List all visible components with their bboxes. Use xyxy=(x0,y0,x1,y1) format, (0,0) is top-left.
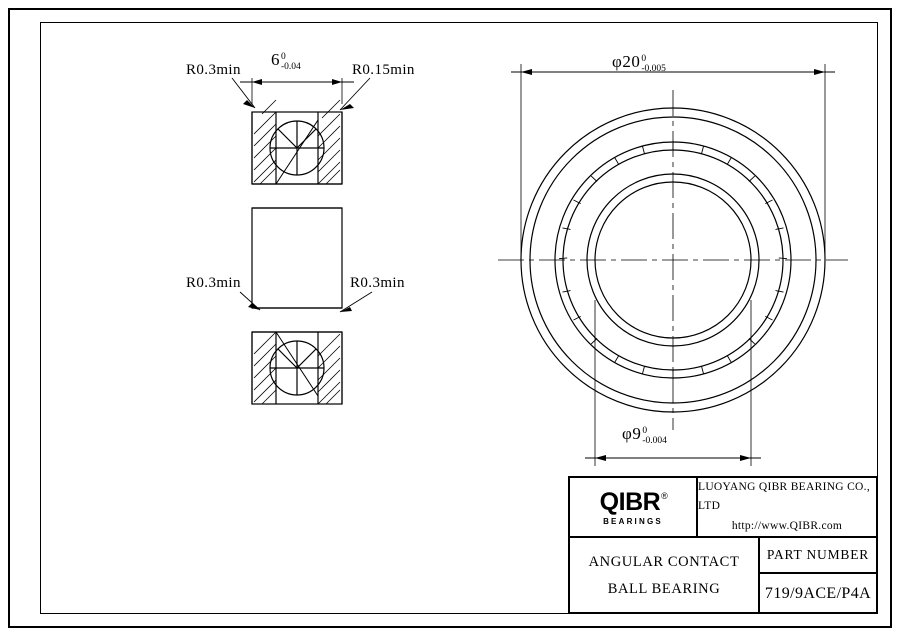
dim-bore-symbol: φ xyxy=(622,424,633,443)
section-inner-ring xyxy=(252,208,342,308)
dim-bore-value: 9 xyxy=(632,424,642,443)
dim-bore-tol-lower: -0.004 xyxy=(642,436,667,447)
part-number-label: PART NUMBER xyxy=(760,538,876,574)
registered-mark-icon: ® xyxy=(661,490,668,501)
dim-width-value: 6 xyxy=(271,50,280,69)
label-r03-top-left: R0.3min xyxy=(186,62,241,78)
part-number-value: 719/9ACE/P4A xyxy=(764,585,872,602)
dim-width-tol-upper: 0 xyxy=(281,52,286,63)
label-r03-bottom-left: R0.3min xyxy=(186,275,241,291)
dim-bore-tol-upper: 0 xyxy=(642,426,648,437)
dim-outer-diameter xyxy=(612,52,666,74)
company-name: LUOYANG QIBR BEARING CO., LTD xyxy=(698,480,871,513)
leader-r03-bottom-right xyxy=(340,292,372,312)
product-description-line1: ANGULAR CONTACT xyxy=(588,554,740,571)
dim-od-tol-upper: 0 xyxy=(641,54,647,65)
product-description-line2: BALL BEARING xyxy=(607,581,721,597)
logo-brand: QIBR xyxy=(599,488,661,516)
label-r015-top-right: R0.15min xyxy=(352,62,415,78)
part-number-section xyxy=(760,538,876,614)
title-block-header-row xyxy=(570,478,876,538)
logo-subtitle: BEARINGS xyxy=(603,517,663,526)
dim-od-tolerance xyxy=(641,54,666,75)
product-description xyxy=(570,538,760,614)
leader-r015-top-right xyxy=(340,78,370,110)
company-info xyxy=(698,478,876,537)
company-website: http://www.QIBR.com xyxy=(731,519,843,532)
dim-od-symbol: φ xyxy=(612,52,623,71)
dim-bore-tolerance xyxy=(642,426,667,447)
logo-text xyxy=(600,490,667,515)
dim-bore-diameter xyxy=(622,424,667,446)
title-block xyxy=(568,476,878,614)
hatch-bottom-right xyxy=(318,334,340,404)
dim-od-tol-lower: -0.005 xyxy=(641,64,666,75)
company-logo xyxy=(570,478,698,536)
dim-width-tol-lower: -0.04 xyxy=(281,62,301,73)
title-block-body-row xyxy=(570,538,876,614)
label-r03-bottom-right: R0.3min xyxy=(350,275,405,291)
dim-od-value: 20 xyxy=(622,52,641,71)
dim-width xyxy=(271,50,301,72)
dim-width-tolerance xyxy=(281,52,301,73)
